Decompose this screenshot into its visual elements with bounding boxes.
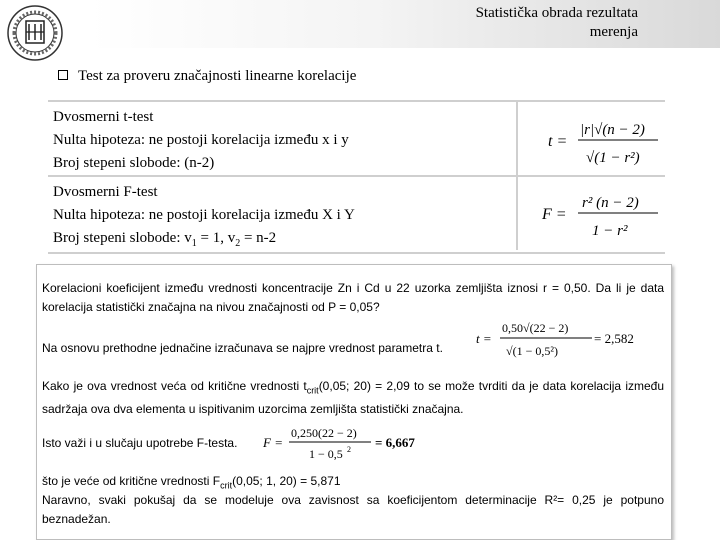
university-seal-logo bbox=[6, 4, 64, 62]
example-conclusion-t: Kako je ova vrednost veća od kritične vrednosti $t_{crit}(0,05$; 20) = 2,09 to se može tvrditi da je data korelacija između sadržaja ova dva elementa u ispitivanim uzorcima zemljišta statistički značajna. bbox=[42, 379, 665, 417]
f-formula-numerator: r² (n − 2) bbox=[582, 195, 639, 211]
t-calc-numerator: 0,50√(22 − 2) bbox=[502, 321, 569, 335]
f-formula-cell bbox=[520, 177, 665, 250]
f-calc-denominator: 1 − 0,5 bbox=[309, 447, 343, 461]
f-test-name: Dvosmerni F-test bbox=[53, 184, 158, 200]
example-f-critical: što je veće od kritične vrednosti $F_{crit}(0,05$; 1, 20) = 5,871 bbox=[42, 474, 341, 491]
t-calc-lhs: t = bbox=[476, 331, 492, 346]
t-calc-result: = 2,582 bbox=[594, 331, 634, 346]
f-test-hypothesis: Nulta hipoteza: ne postoji korelacija između X i Y bbox=[53, 207, 355, 223]
square-bullet-icon bbox=[58, 70, 68, 80]
title-line-2: merenja bbox=[589, 24, 638, 40]
f-formula-denominator: 1 − r² bbox=[592, 223, 628, 239]
f-calc-numerator: 0,250(22 − 2) bbox=[291, 426, 357, 440]
example-f-intro: Isto važi i u slučaju upotrebe F-testa. bbox=[42, 436, 238, 450]
example-step-t: Na osnovu prethodne jednačine izračunava se najpre vrednost parametra t. bbox=[42, 341, 443, 355]
table-row-f-test bbox=[48, 177, 665, 250]
t-calc-denominator: √(1 − 0,5²) bbox=[506, 344, 558, 358]
f-test-description bbox=[48, 177, 518, 250]
title-line-1: Statistička obrada rezultata bbox=[475, 5, 638, 21]
section-bullet bbox=[58, 68, 356, 85]
test-table bbox=[48, 100, 665, 254]
f-formula-lhs: F = bbox=[542, 206, 567, 223]
example-final-note: Naravno, svaki pokušaj da se modeluje ova zavisnost sa koeficijentom determinacije R²= 0,25 je potpuno beznadežan. bbox=[42, 493, 664, 526]
t-test-description bbox=[48, 102, 518, 175]
t-formula bbox=[520, 102, 665, 175]
t-test-dof: Broj stepeni slobode: (n-2) bbox=[53, 155, 215, 171]
t-test-hypothesis: Nulta hipoteza: ne postoji korelacija između x i y bbox=[53, 132, 349, 148]
t-test-name: Dvosmerni t-test bbox=[53, 109, 154, 125]
f-formula bbox=[520, 177, 665, 250]
f-calc-result: = 6,667 bbox=[375, 435, 415, 450]
example-question: Korelacioni koeficijent između vrednosti koncentracije Zn i Cd u 22 uzorka zemljišta iznosi r = 0,50. Da li je data korelacija statistički značajna na nivou značajnosti od P = 0,05? bbox=[42, 281, 664, 314]
example-box bbox=[36, 264, 672, 540]
table-row-t-test bbox=[48, 102, 665, 177]
page-title bbox=[398, 4, 638, 42]
section-heading: Test za proveru značajnosti linearne korelacije bbox=[78, 68, 357, 84]
t-formula-numerator: |r|√(n − 2) bbox=[580, 122, 645, 138]
t-calculation bbox=[472, 315, 662, 365]
f-test-dof: Broj stepeni slobode: $v_1 = 1$, $v_2 = n-2$ bbox=[53, 230, 277, 249]
f-calc-denominator-exponent: 2 bbox=[347, 445, 351, 454]
t-formula-lhs: t = bbox=[548, 133, 568, 150]
t-formula-cell bbox=[520, 102, 665, 175]
f-calc-lhs: F = bbox=[263, 435, 283, 450]
t-formula-denominator: √(1 − r²) bbox=[586, 150, 640, 166]
f-calculation bbox=[259, 423, 429, 467]
